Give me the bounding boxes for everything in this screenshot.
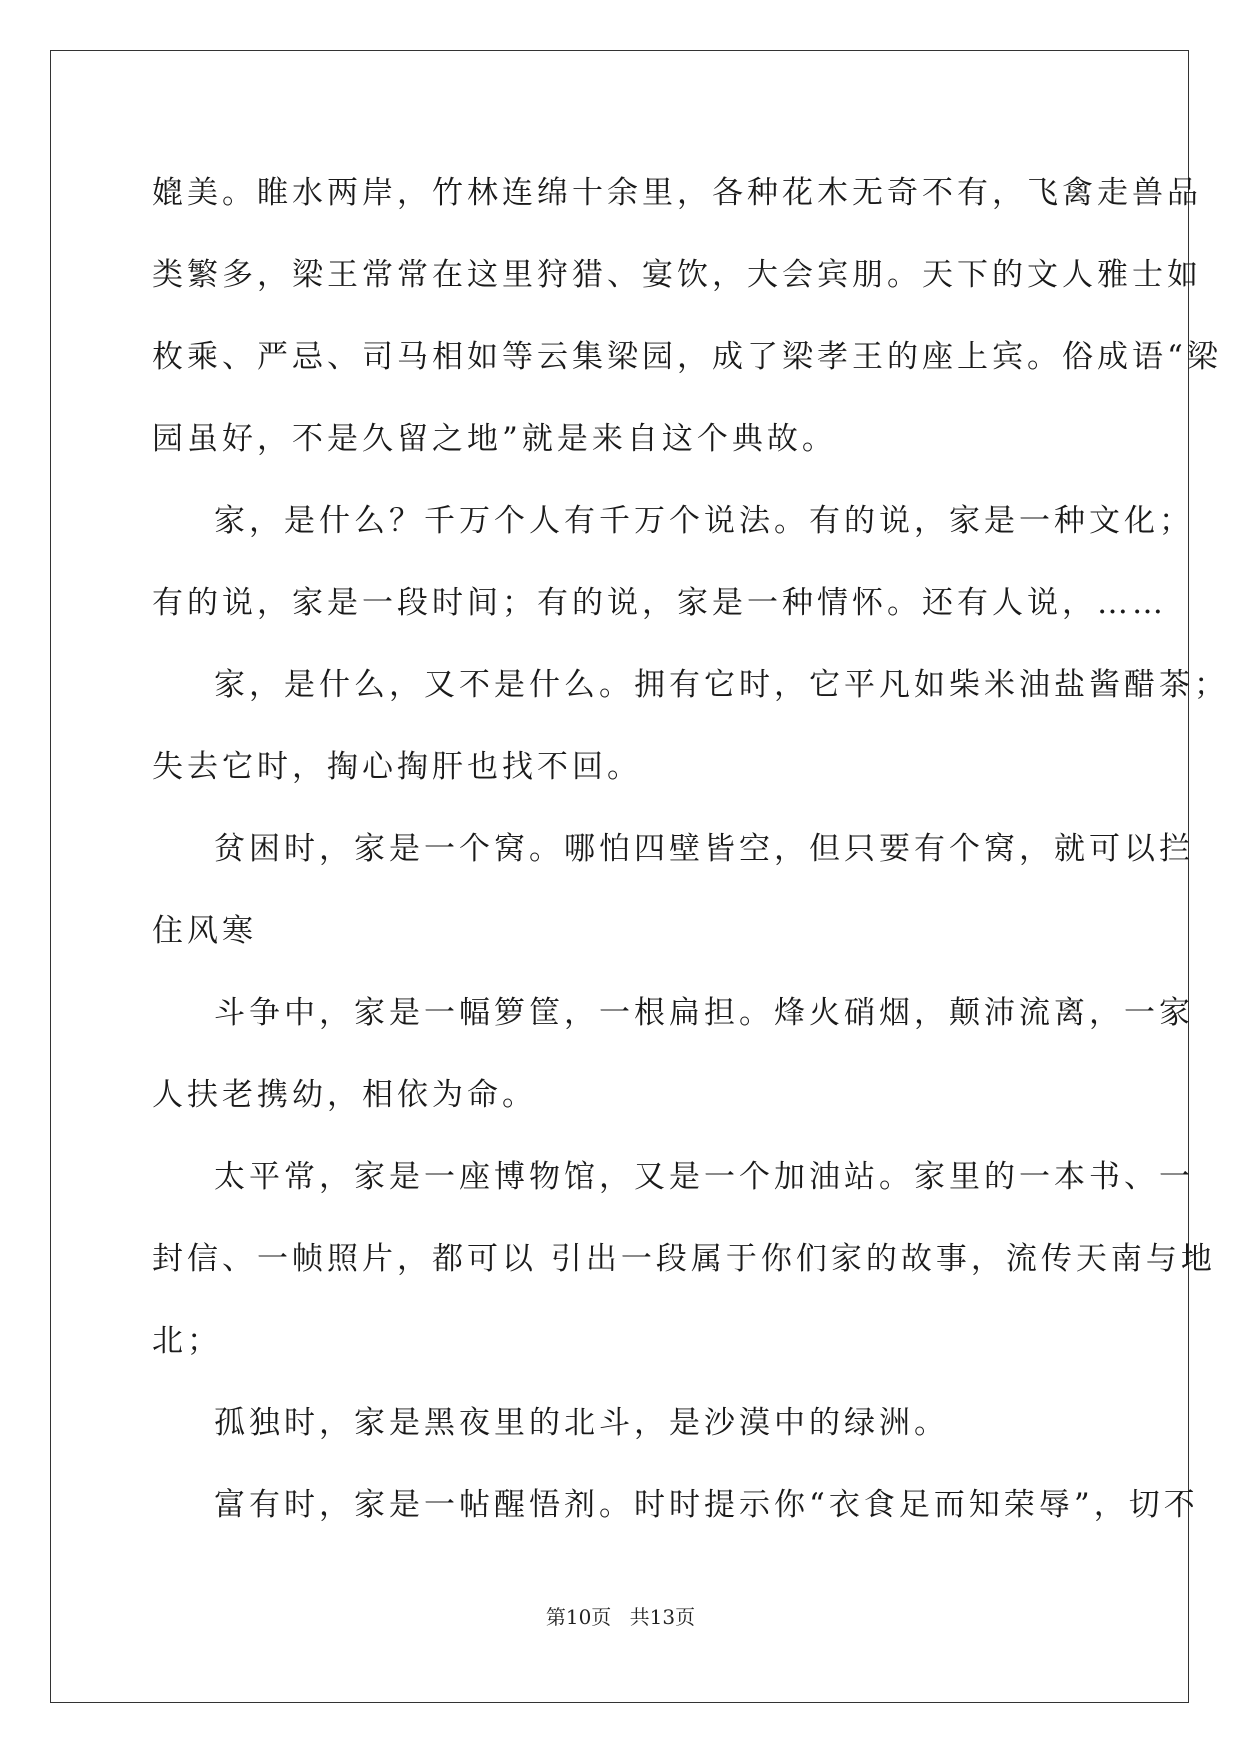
page-total: 共13页: [629, 1605, 696, 1629]
text-line: 有的说，家是一段时间；有的说，家是一种情怀。还有人说，……: [152, 585, 1167, 621]
text-line: 园虽好，不是久留之地”就是来自这个典故。: [152, 421, 837, 457]
document-body: [152, 152, 1229, 1546]
page-number: 第10页: [545, 1605, 612, 1629]
text-line: 人扶老携幼，相依为命。: [152, 1077, 537, 1113]
paragraph-start-line: 太平常，家是一座博物馆，又是一个加油站。家里的一本书、一: [214, 1159, 1194, 1195]
paragraph-start-line: 家，是什么？千万个人有千万个说法。有的说，家是一种文化；: [214, 503, 1194, 539]
text-line: 媲美。睢水两岸，竹林连绵十余里，各种花木无奇不有，飞禽走兽品: [152, 175, 1202, 211]
paragraph-start-line: 斗争中，家是一幅箩筐，一根扁担。烽火硝烟，颠沛流离，一家: [214, 995, 1194, 1031]
paragraph-start-line: 孤独时，家是黑夜里的北斗，是沙漠中的绿洲。: [214, 1405, 949, 1441]
text-line: 枚乘、严忌、司马相如等云集梁园，成了梁孝王的座上宾。俗成语“梁: [152, 339, 1222, 375]
page-footer: [0, 1601, 1241, 1630]
text-line: 封信、一帧照片，都可以 引出一段属于你们家的故事，流传天南与地: [152, 1241, 1216, 1277]
text-line: 北；: [152, 1323, 222, 1359]
paragraph-start-line: 家，是什么，又不是什么。拥有它时，它平凡如柴米油盐酱醋茶；: [214, 667, 1229, 703]
paragraph-start-line: 富有时，家是一帖醒悟剂。时时提示你“衣食足而知荣辱”，切不: [214, 1487, 1199, 1523]
text-line: 住风寒: [152, 913, 257, 949]
text-line: 类繁多，梁王常常在这里狩猎、宴饮，大会宾朋。天下的文人雅士如: [152, 257, 1202, 293]
text-line: 失去它时，掏心掏肝也找不回。: [152, 749, 642, 785]
paragraph-start-line: 贫困时，家是一个窝。哪怕四壁皆空，但只要有个窝，就可以拦: [214, 831, 1194, 867]
